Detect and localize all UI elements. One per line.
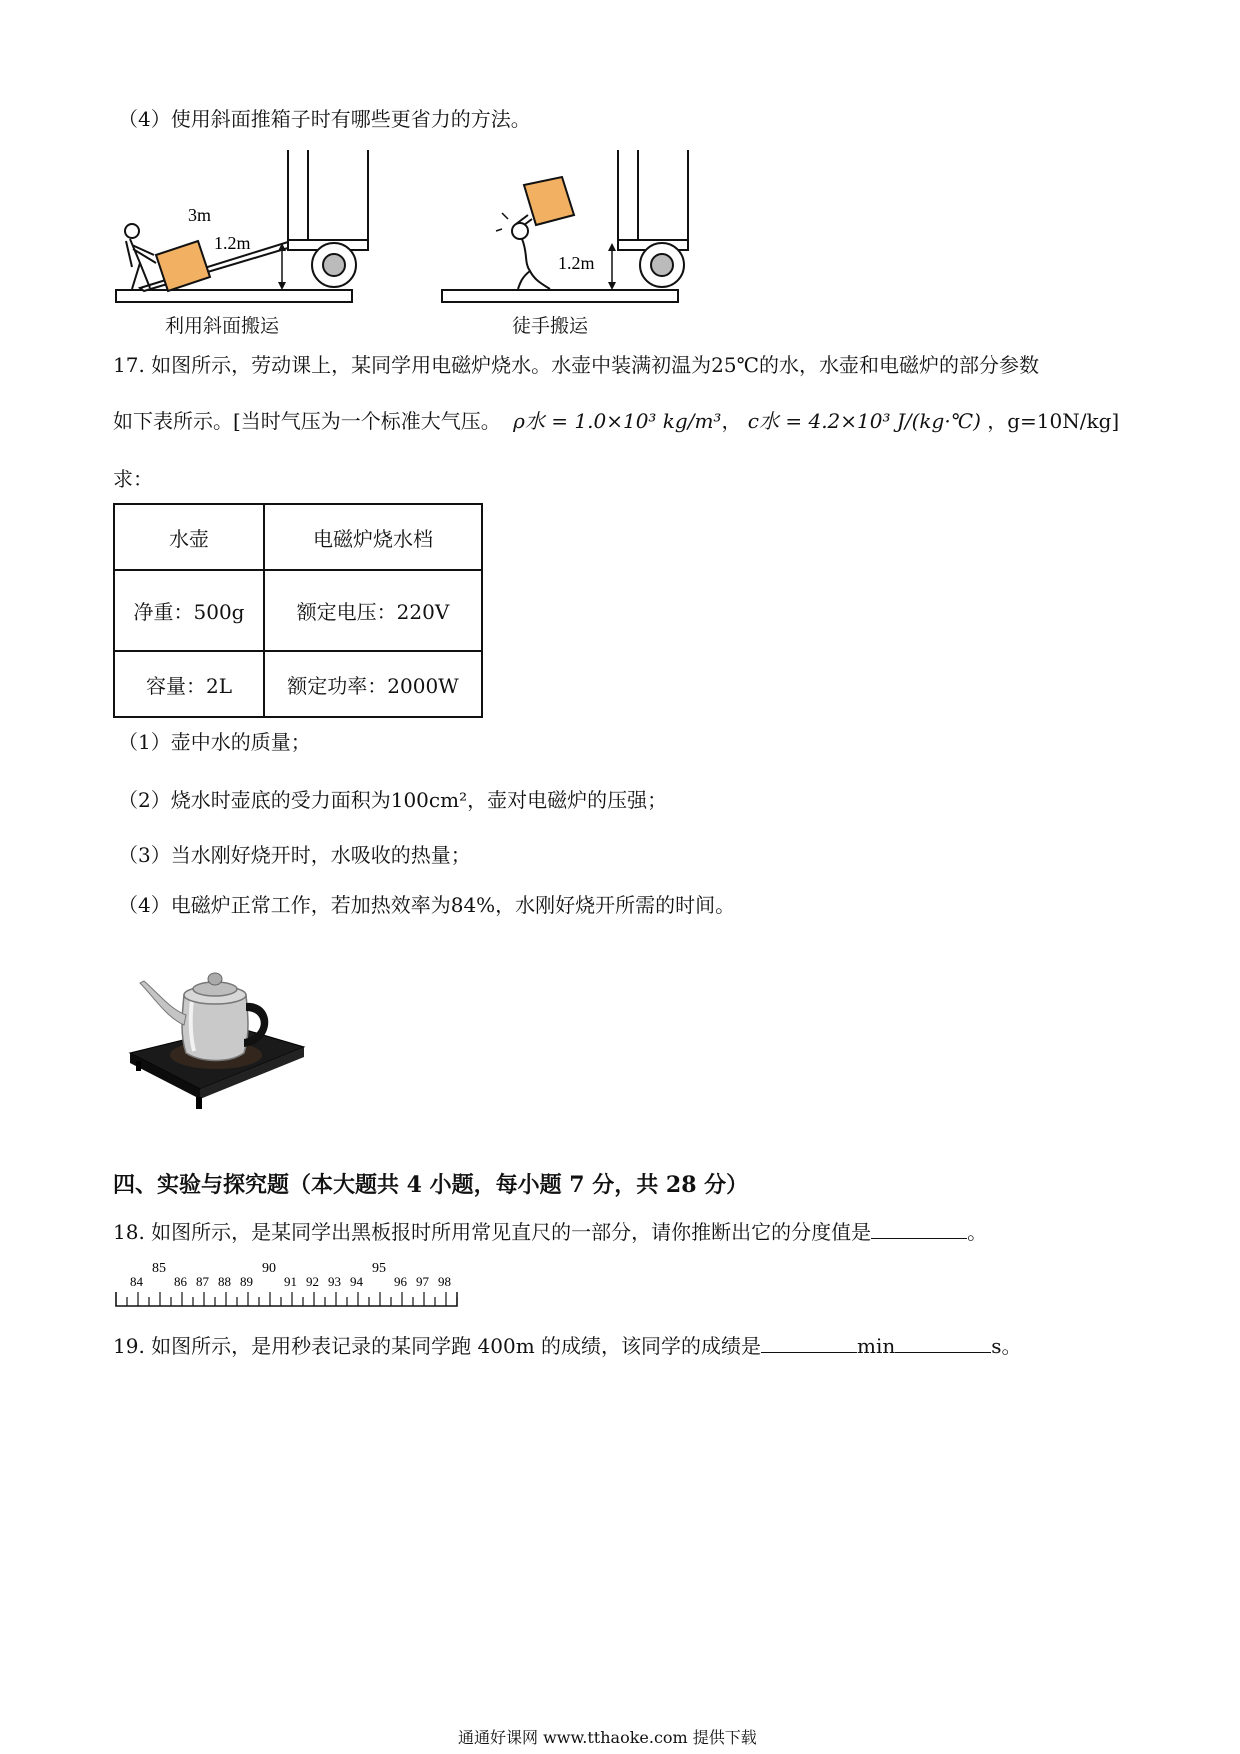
section4-heading: 四、实验与探究题（本大题共 4 小题，每小题 7 分，共 28 分） xyxy=(113,1172,749,1198)
left-ground xyxy=(116,290,352,302)
left-incline-label: 3m xyxy=(188,205,212,225)
q17-sub2-area: 100cm² xyxy=(390,788,468,812)
rho-formula: ρ水 = 1.0×10³ kg/m³ xyxy=(513,409,722,433)
table-cell-net-weight: 净重：500g xyxy=(114,570,264,651)
ruler-lower-label: 94 xyxy=(350,1274,363,1289)
q17-sub4: （4）电磁炉正常工作，若加热效率为84%，水刚好烧开所需的时间。 xyxy=(118,893,736,917)
q17-sub3: （3）当水刚好烧开时，水吸收的热量； xyxy=(118,843,471,867)
ruler-lower-label: 93 xyxy=(328,1274,341,1289)
param-table xyxy=(113,503,483,718)
ruler-upper-label: 90 xyxy=(262,1261,276,1276)
left-caption: 利用斜面搬运 xyxy=(165,315,280,337)
q17-sub2-prefix: （2）烧水时壶底的受力面积为 xyxy=(118,788,391,812)
q16-part4: （4）使用斜面推箱子时有哪些更省力的方法。 xyxy=(118,107,531,131)
left-height-label: 1.2m xyxy=(214,233,251,253)
right-ground xyxy=(442,290,678,302)
q17-sub2 xyxy=(118,787,667,813)
ruler-edge xyxy=(116,1292,457,1306)
table-header-kettle: 水壶 xyxy=(114,504,264,570)
ruler-figure xyxy=(110,1256,478,1312)
page-footer: 通通好课网 www.tthaoke.com 提供下载 xyxy=(458,1728,757,1747)
ruler-lower-label: 86 xyxy=(174,1274,187,1289)
ruler-lower-label: 96 xyxy=(394,1274,407,1289)
q19-line xyxy=(113,1332,1022,1359)
right-box xyxy=(524,177,574,225)
q19-unit-min: min xyxy=(857,1334,896,1358)
right-scene xyxy=(442,150,688,302)
table-cell-rated-voltage: 额定电压：220V xyxy=(264,570,482,651)
q18-end: 。 xyxy=(967,1220,988,1244)
ruler-upper-label: 85 xyxy=(152,1261,166,1276)
right-height-label: 1.2m xyxy=(558,253,595,273)
right-caption: 徒手搬运 xyxy=(512,315,589,337)
c-formula: c水 = 4.2×10³ J/(kg·℃) xyxy=(747,409,981,433)
q17-line2-suffix: ，g=10N/kg] xyxy=(987,409,1120,433)
ruler-lower-label: 84 xyxy=(130,1274,143,1289)
ruler-lower-label: 89 xyxy=(240,1274,253,1289)
table-header-cooker: 电磁炉烧水档 xyxy=(264,504,482,570)
left-scene xyxy=(116,150,368,302)
table-cell-capacity: 容量：2L xyxy=(114,651,264,717)
q19-min-blank[interactable] xyxy=(761,1332,857,1353)
q18-line xyxy=(113,1218,987,1245)
ruler-lower-label: 91 xyxy=(284,1274,297,1289)
ruler-lower-label: 92 xyxy=(306,1274,319,1289)
q17-sub1: （1）壶中水的质量； xyxy=(118,730,311,754)
ruler-lower-label: 87 xyxy=(196,1274,209,1289)
q17-line1: 17. 如图所示，劳动课上，某同学用电磁炉烧水。水壶中装满初温为25℃的水，水壶和电磁炉的部分参数 xyxy=(113,353,1039,377)
ruler-ticks xyxy=(116,1292,457,1306)
q18-answer-blank[interactable] xyxy=(871,1218,967,1239)
kettle-cooker-image xyxy=(126,955,306,1115)
q19-text: 19. 如图所示，是用秒表记录的某同学跑 400m 的成绩，该同学的成绩是 xyxy=(113,1334,762,1358)
ruler-upper-label: 95 xyxy=(372,1261,386,1276)
q17-line2-prefix: 如下表所示。[当时气压为一个标准大气压。 xyxy=(113,409,501,433)
q19-sec-blank[interactable] xyxy=(895,1332,991,1353)
q18-text: 18. 如图所示，是某同学出黑板报时所用常见直尺的一部分，请你推断出它的分度值是 xyxy=(113,1220,872,1244)
table-cell-rated-power: 额定功率：2000W xyxy=(264,651,482,717)
ruler-lower-label: 97 xyxy=(416,1274,429,1289)
q19-unit-s: s。 xyxy=(991,1334,1022,1358)
q17-line3: 求： xyxy=(113,467,153,491)
ruler-lower-label: 98 xyxy=(438,1274,451,1289)
q17-sub2-suffix: ，壶对电磁炉的压强； xyxy=(467,788,668,812)
ruler-lower-label: 88 xyxy=(218,1274,231,1289)
q17-line2: 如下表所示。[当时气压为一个标准大气压。 ρ水 = 1.0×10³ kg/m³， c水 = 4.2×10³ J/(kg·℃) ，g=10N/kg] xyxy=(113,409,1120,433)
